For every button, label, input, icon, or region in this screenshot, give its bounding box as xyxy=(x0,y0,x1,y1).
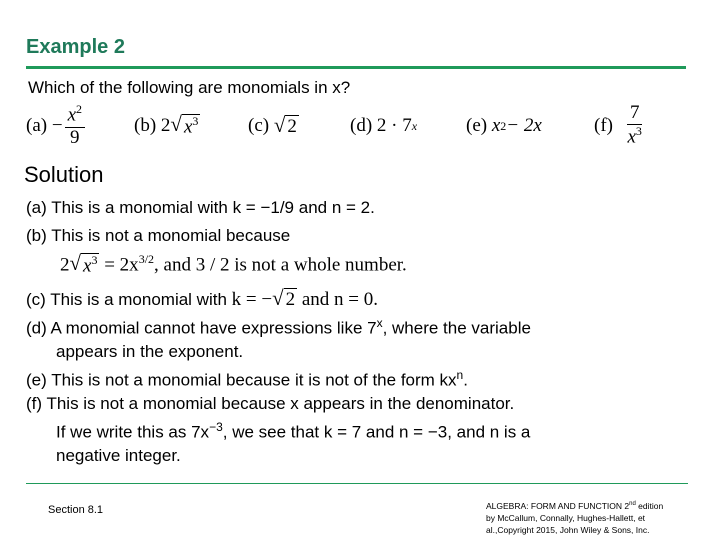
option-f-fraction xyxy=(624,103,644,148)
credit-line-1-tail: edition xyxy=(635,500,664,511)
credit-line-1: ALGEBRA: FORM AND FUNCTION 2 xyxy=(486,500,630,511)
b-math-rad-exp: 3 xyxy=(91,253,98,268)
option-d xyxy=(350,100,417,152)
option-c xyxy=(248,100,299,152)
option-b-label: (b) xyxy=(134,115,157,136)
b-math-exp: 3/2 xyxy=(138,252,155,266)
option-d-exp: x xyxy=(411,118,418,133)
credit-line-3: al.,Copyright 2015, John Wiley & Sons, Inc. xyxy=(486,524,650,535)
d1-exp: x xyxy=(376,316,383,330)
e-tail: . xyxy=(463,370,468,390)
solution-line-b: (b) This is not a monomial because xyxy=(26,226,291,245)
option-a-den: 9 xyxy=(70,126,80,148)
question-text: Which of the following are monomials in x? xyxy=(28,78,351,97)
solution-c-text: (c) This is a monomial with xyxy=(26,290,227,309)
b-math-tail: , and 3 / 2 is not a whole number. xyxy=(154,254,407,276)
option-f xyxy=(594,100,647,152)
option-a-fraction xyxy=(65,103,85,148)
option-c-rad: 2 xyxy=(287,115,297,137)
f2-pre: If we write this as 7x xyxy=(56,422,210,442)
b-math-eq: = 2x xyxy=(99,254,139,276)
option-e-x: x xyxy=(491,115,501,136)
option-c-label: (c) xyxy=(248,115,270,136)
solution-line-f2 xyxy=(56,420,530,443)
solution-line-f1: (f) This is not a monomial because x appears in the denominator. xyxy=(26,394,515,413)
c-math-pre: k = − xyxy=(231,289,273,310)
e-text: (e) This is not a monomial because it is not of the form kx xyxy=(26,370,457,390)
option-b-coef: 2 xyxy=(160,115,171,136)
solution-line-f3: negative integer. xyxy=(56,446,181,465)
credit-line-2: by McCallum, Connally, Hughes-Hallett, et xyxy=(486,512,646,523)
d1-text: (d) A monomial cannot have expressions like 7 xyxy=(26,318,377,338)
option-f-den-exp: 3 xyxy=(635,124,642,139)
solution-heading: Solution xyxy=(24,162,104,187)
option-e-rest: − 2x xyxy=(506,115,542,136)
option-a xyxy=(26,100,87,152)
solution-line-a: (a) This is a monomial with k = −1/9 and n = 2. xyxy=(26,198,375,217)
solution-line-d2: appears in the exponent. xyxy=(56,342,244,361)
option-c-sqrt: √ 2 xyxy=(273,112,297,137)
footer-section: Section 8.1 xyxy=(48,504,104,516)
c-math-rad: 2 xyxy=(285,289,296,310)
solution-c-math: k = − √ 2 and n = 0. xyxy=(231,286,379,310)
footer-credit xyxy=(486,498,691,536)
option-b-sqrt: √ $x^3$ xyxy=(170,111,199,138)
b-math-coef: 2 xyxy=(60,254,70,276)
option-f-num: 7 xyxy=(627,103,643,125)
option-a-num-exp: 2 xyxy=(76,102,82,117)
option-b xyxy=(134,100,200,152)
option-e-exp: 2 xyxy=(500,118,507,133)
option-d-expr: 2 · 7 xyxy=(376,115,412,136)
option-d-label: (d) xyxy=(350,115,373,136)
d1-tail: , where the variable xyxy=(382,318,531,338)
option-f-den: x xyxy=(627,126,636,148)
credit-sup: nd xyxy=(629,501,636,507)
e-exp: n xyxy=(456,368,464,382)
option-a-label: (a) xyxy=(26,115,48,136)
options-row xyxy=(26,100,696,152)
option-b-rad-exp: 3 xyxy=(192,113,199,128)
f2-tail: , we see that k = 7 and n = −3, and n is a xyxy=(222,422,531,442)
title-divider xyxy=(26,66,686,69)
solution-line-d1 xyxy=(26,316,531,339)
option-a-num: x xyxy=(67,104,76,126)
option-e xyxy=(466,100,542,152)
solution-b-math: 2 √ $x^3$ = $2x^{3/2}$, and 3 / 2 is not a whole number. xyxy=(60,251,407,277)
option-f-label: (f) xyxy=(594,115,613,136)
footer-divider xyxy=(26,483,688,484)
slide-title: Example 2 xyxy=(26,36,125,58)
option-b-rad: x xyxy=(183,116,193,138)
option-e-label: (e) xyxy=(466,115,488,136)
b-math-rad: x xyxy=(83,255,92,277)
f2-exp: −3 xyxy=(209,420,223,434)
c-math-post: and n = 0. xyxy=(297,289,379,310)
option-a-sign: − xyxy=(51,115,63,136)
solution-line-e xyxy=(26,368,468,391)
solution-line-c xyxy=(26,288,378,311)
